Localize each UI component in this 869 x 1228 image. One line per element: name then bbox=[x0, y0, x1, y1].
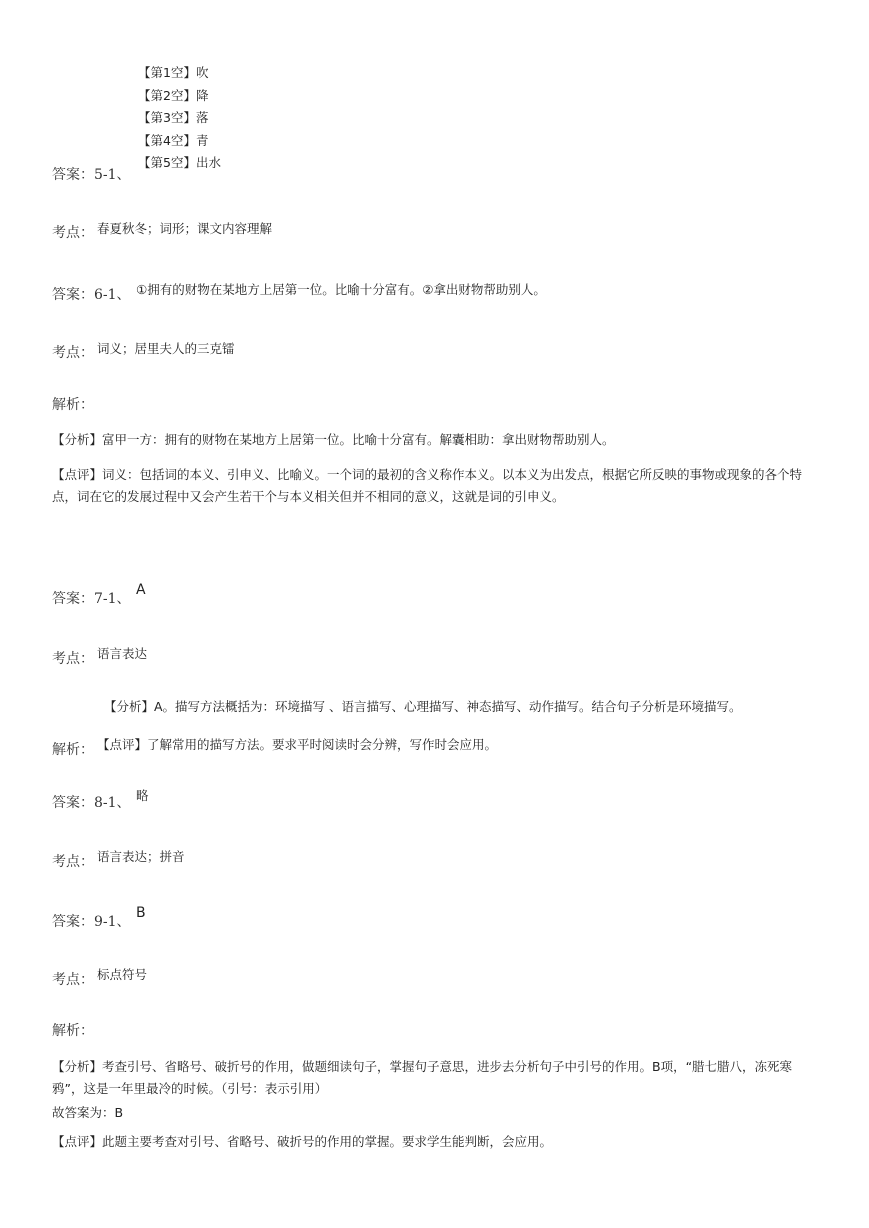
q7-answer-label: 答案：7-1、 bbox=[52, 591, 131, 607]
q5-blank-list bbox=[138, 62, 221, 175]
q5-blank-2: 【第2空】降 bbox=[138, 87, 209, 103]
q8-kaodian-label: 考点： bbox=[52, 854, 94, 870]
q6-dianping: 【点评】词义：包括词的本义、引申义、比喻义。一个词的最初的含义称作本义。以本义为出发点，根据它所反映的事物或现象的各个特点，词在它的发展过程中又会产生若干个与本义相关但并不相同的意义，这就是词的引申义。 bbox=[52, 467, 803, 504]
q9-answer: B bbox=[136, 905, 146, 921]
q9-fenxi: 【分析】考查引号、省略号、破折号的作用，做题细读句子，掌握句子意思，进步去分析句子中引号的作用。B项，“腊七腊八，冻死寒鸦”，这是一年里最冷的时候。（引号：表示引用） bbox=[52, 1059, 793, 1096]
q9-kaodian: 标点符号 bbox=[97, 967, 148, 982]
q6-answer: ①拥有的财物在某地方上居第一位。比喻十分富有。②拿出财物帮助别人。 bbox=[136, 282, 546, 297]
q6-fenxi: 【分析】富甲一方：拥有的财物在某地方上居第一位。比喻十分富有。解囊相助：拿出财物帮助别人。 bbox=[52, 432, 615, 447]
q5-blank-3: 【第3空】落 bbox=[138, 110, 209, 125]
q6-answer-label: 答案：6-1、 bbox=[52, 287, 131, 303]
q7-dianping: 【点评】了解常用的描写方法。要求平时阅读时会分辨，写作时会应用。 bbox=[97, 737, 498, 752]
q9-dianping: 【点评】此题主要考查对引号、省略号、破折号的作用的掌握。要求学生能判断，会应用。 bbox=[52, 1134, 553, 1149]
q6-kaodian: 词义；居里夫人的三克镭 bbox=[97, 341, 235, 356]
q8-answer-label: 答案：8-1、 bbox=[52, 795, 131, 811]
q8-answer: 略 bbox=[136, 788, 149, 803]
q7-jiexi-label: 解析： bbox=[52, 742, 94, 758]
q5-kaodian-label: 考点： bbox=[52, 225, 94, 241]
q9-kaodian-label: 考点： bbox=[52, 972, 94, 988]
q7-fenxi: 【分析】A。描写方法概括为：环境描写 、语言描写、心理描写、神态描写、动作描写。结合句子分析是环境描写。 bbox=[104, 699, 742, 714]
q9-answer-label: 答案：9-1、 bbox=[52, 914, 131, 930]
q8-kaodian: 语言表达；拼音 bbox=[97, 849, 185, 864]
q5-kaodian: 春夏秋冬；词形；课文内容理解 bbox=[97, 221, 273, 236]
q5-answer-label: 答案：5-1、 bbox=[52, 167, 131, 183]
q5-blank-4: 【第4空】青 bbox=[138, 132, 209, 148]
q9-conclusion: 故答案为：B bbox=[52, 1105, 124, 1120]
q7-kaodian-label: 考点： bbox=[52, 651, 94, 667]
q5-blank-1: 【第1空】吹 bbox=[138, 65, 209, 80]
q7-answer: A bbox=[136, 582, 146, 598]
q9-jiexi-label: 解析： bbox=[52, 1023, 94, 1039]
q5-blank-5: 【第5空】出水 bbox=[138, 155, 221, 170]
q6-jiexi-label: 解析： bbox=[52, 397, 94, 413]
q6-kaodian-label: 考点： bbox=[52, 345, 94, 361]
q7-kaodian: 语言表达 bbox=[97, 646, 148, 661]
